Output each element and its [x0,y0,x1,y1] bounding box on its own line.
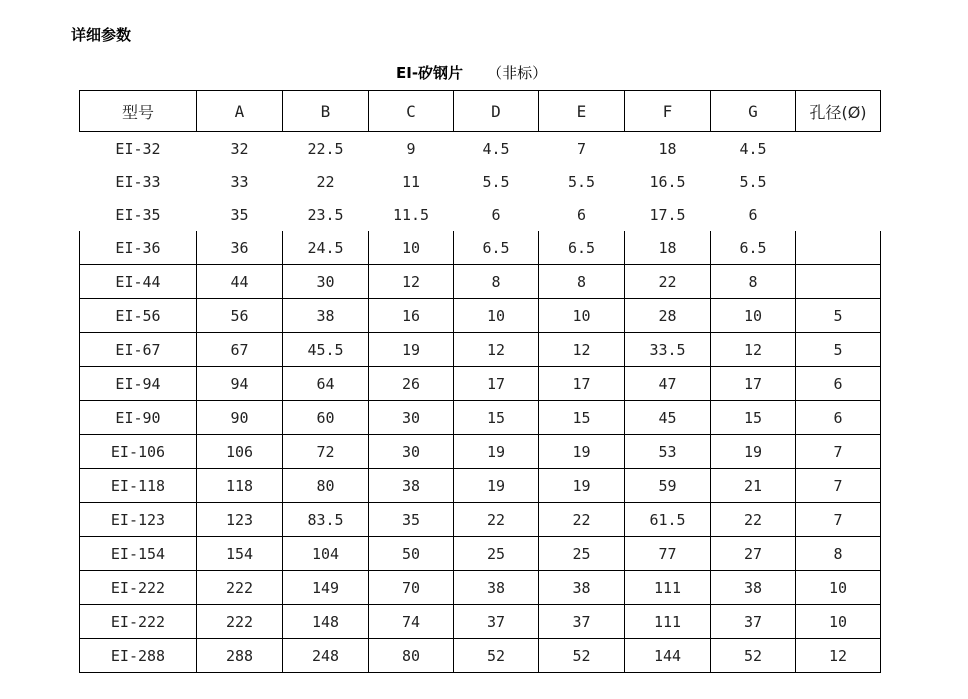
value-cell: 38 [539,571,625,605]
model-cell: EI-67 [80,333,197,367]
value-cell: 118 [197,469,283,503]
value-cell: 24.5 [283,231,369,265]
value-cell: 35 [369,503,454,537]
value-cell: 222 [197,605,283,639]
model-cell: EI-123 [80,503,197,537]
value-cell: 26 [369,367,454,401]
value-cell: 64 [283,367,369,401]
column-header: 型号 [80,91,197,132]
value-cell: 45.5 [283,333,369,367]
table-row [80,367,881,401]
value-cell [796,265,881,299]
value-cell: 25 [454,537,539,571]
value-cell: 52 [454,639,539,673]
column-header: A [197,91,283,132]
table-row [80,265,881,299]
value-cell: 32 [230,139,249,158]
value-cell: 6.5 [711,231,796,265]
column-header: D [454,91,539,132]
table-caption [396,62,547,83]
value-cell: 10 [454,299,539,333]
value-cell: 17.5 [649,205,686,224]
value-cell: 7 [796,503,881,537]
value-cell: 70 [369,571,454,605]
model-cell: EI-106 [80,435,197,469]
value-cell: 7 [796,435,881,469]
model-cell: EI-222 [80,605,197,639]
value-cell: 10 [369,231,454,265]
value-cell: 6.5 [539,231,625,265]
value-cell: 111 [625,571,711,605]
value-cell: 16 [369,299,454,333]
value-cell: 5.5 [567,172,596,191]
column-header: B [283,91,369,132]
value-cell: 12 [539,333,625,367]
value-cell: 104 [283,537,369,571]
value-cell: 12 [711,333,796,367]
value-cell: 72 [283,435,369,469]
value-cell: 10 [796,605,881,639]
value-cell: 30 [369,401,454,435]
spec-table [79,90,881,673]
model-cell: EI-32 [115,139,161,158]
value-cell: 15 [539,401,625,435]
value-cell: 8 [454,265,539,299]
caption-main: EI-矽钢片 [396,64,464,82]
value-cell: 37 [454,605,539,639]
model-cell: EI-56 [80,299,197,333]
value-cell: 10 [539,299,625,333]
table-row [80,435,881,469]
value-cell: 22 [316,172,335,191]
value-cell: 19 [539,435,625,469]
value-cell: 10 [796,571,881,605]
value-cell: 56 [197,299,283,333]
value-cell: 17 [454,367,539,401]
value-cell: 30 [369,435,454,469]
value-cell: 53 [625,435,711,469]
value-cell: 15 [454,401,539,435]
value-cell [796,198,881,231]
value-cell: 94 [197,367,283,401]
value-cell: 19 [454,435,539,469]
table-row [80,299,881,333]
table-row [80,639,881,673]
value-cell: 123 [197,503,283,537]
value-cell: 27 [711,537,796,571]
model-cell: EI-44 [80,265,197,299]
value-cell: 19 [539,469,625,503]
value-cell: 6.5 [454,231,539,265]
value-cell: 22 [539,503,625,537]
table-row [80,165,881,198]
model-cell: EI-33 [115,172,161,191]
value-cell: 18 [658,139,677,158]
value-cell: 38 [283,299,369,333]
value-cell: 33.5 [625,333,711,367]
value-cell: 38 [454,571,539,605]
value-cell: 4.5 [482,139,510,158]
value-cell: 50 [369,537,454,571]
value-cell: 16.5 [649,172,686,191]
table-row [80,503,881,537]
header-row [80,91,881,132]
value-cell: 83.5 [283,503,369,537]
value-cell: 47 [625,367,711,401]
caption-sub: （非标） [487,64,548,82]
value-cell: 19 [369,333,454,367]
value-cell: 10 [711,299,796,333]
value-cell: 37 [711,605,796,639]
value-cell: 106 [197,435,283,469]
value-cell: 148 [283,605,369,639]
value-cell: 6 [796,401,881,435]
model-cell: EI-94 [80,367,197,401]
table-row [80,231,881,265]
value-cell: 38 [369,469,454,503]
value-cell: 80 [369,639,454,673]
table-row [80,537,881,571]
value-cell: 30 [283,265,369,299]
value-cell: 248 [283,639,369,673]
value-cell: 7 [576,139,587,158]
value-cell: 90 [197,401,283,435]
value-cell: 21 [711,469,796,503]
value-cell: 11 [401,172,421,191]
value-cell: 36 [197,231,283,265]
value-cell: 22 [625,265,711,299]
value-cell: 12 [369,265,454,299]
value-cell: 59 [625,469,711,503]
value-cell: 8 [796,537,881,571]
column-header: E [539,91,625,132]
table-row [80,605,881,639]
column-header: 孔径(Ø) [796,91,881,132]
value-cell: 60 [283,401,369,435]
value-cell [796,231,881,265]
value-cell [796,165,881,198]
value-cell: 8 [711,265,796,299]
value-cell: 5.5 [739,172,767,191]
value-cell: 7 [796,469,881,503]
value-cell: 5 [796,299,881,333]
table-row [80,132,881,166]
value-cell: 4.5 [739,139,767,158]
value-cell: 18 [625,231,711,265]
table-row [80,401,881,435]
value-cell: 12 [454,333,539,367]
column-header: C [369,91,454,132]
column-header: F [625,91,711,132]
value-cell: 25 [539,537,625,571]
section-title: 详细参数 [71,26,132,44]
value-cell: 111 [625,605,711,639]
value-cell: 35 [230,205,249,224]
column-header: G [711,91,796,132]
model-cell: EI-222 [80,571,197,605]
value-cell: 23.5 [307,205,344,224]
value-cell: 37 [539,605,625,639]
value-cell [796,132,881,166]
value-cell: 8 [539,265,625,299]
value-cell: 222 [197,571,283,605]
model-cell: EI-118 [80,469,197,503]
value-cell: 45 [625,401,711,435]
value-cell: 22.5 [307,139,344,158]
value-cell: 80 [283,469,369,503]
model-cell: EI-90 [80,401,197,435]
value-cell: 5 [796,333,881,367]
value-cell: 6 [748,205,758,224]
value-cell: 67 [197,333,283,367]
value-cell: 77 [625,537,711,571]
value-cell: 6 [491,205,501,224]
value-cell: 17 [711,367,796,401]
value-cell: 28 [625,299,711,333]
table-row [80,571,881,605]
value-cell: 22 [711,503,796,537]
value-cell: 52 [711,639,796,673]
value-cell: 61.5 [625,503,711,537]
value-cell: 33 [230,172,249,191]
model-cell: EI-154 [80,537,197,571]
table-row [80,198,881,231]
value-cell: 19 [454,469,539,503]
value-cell: 17 [539,367,625,401]
table-body [80,132,881,673]
table-row [80,469,881,503]
value-cell: 149 [283,571,369,605]
value-cell: 154 [197,537,283,571]
value-cell: 44 [197,265,283,299]
value-cell: 38 [711,571,796,605]
value-cell: 74 [369,605,454,639]
value-cell: 52 [539,639,625,673]
value-cell: 6 [796,367,881,401]
model-cell: EI-35 [115,205,161,224]
value-cell: 22 [454,503,539,537]
value-cell: 9 [406,139,416,158]
value-cell: 5.5 [482,172,510,191]
value-cell: 11.5 [392,205,430,224]
model-cell: EI-288 [80,639,197,673]
value-cell: 6 [576,205,587,224]
value-cell: 15 [711,401,796,435]
table-row [80,333,881,367]
value-cell: 12 [796,639,881,673]
value-cell: 19 [711,435,796,469]
value-cell: 288 [197,639,283,673]
model-cell: EI-36 [80,231,197,265]
value-cell: 144 [625,639,711,673]
